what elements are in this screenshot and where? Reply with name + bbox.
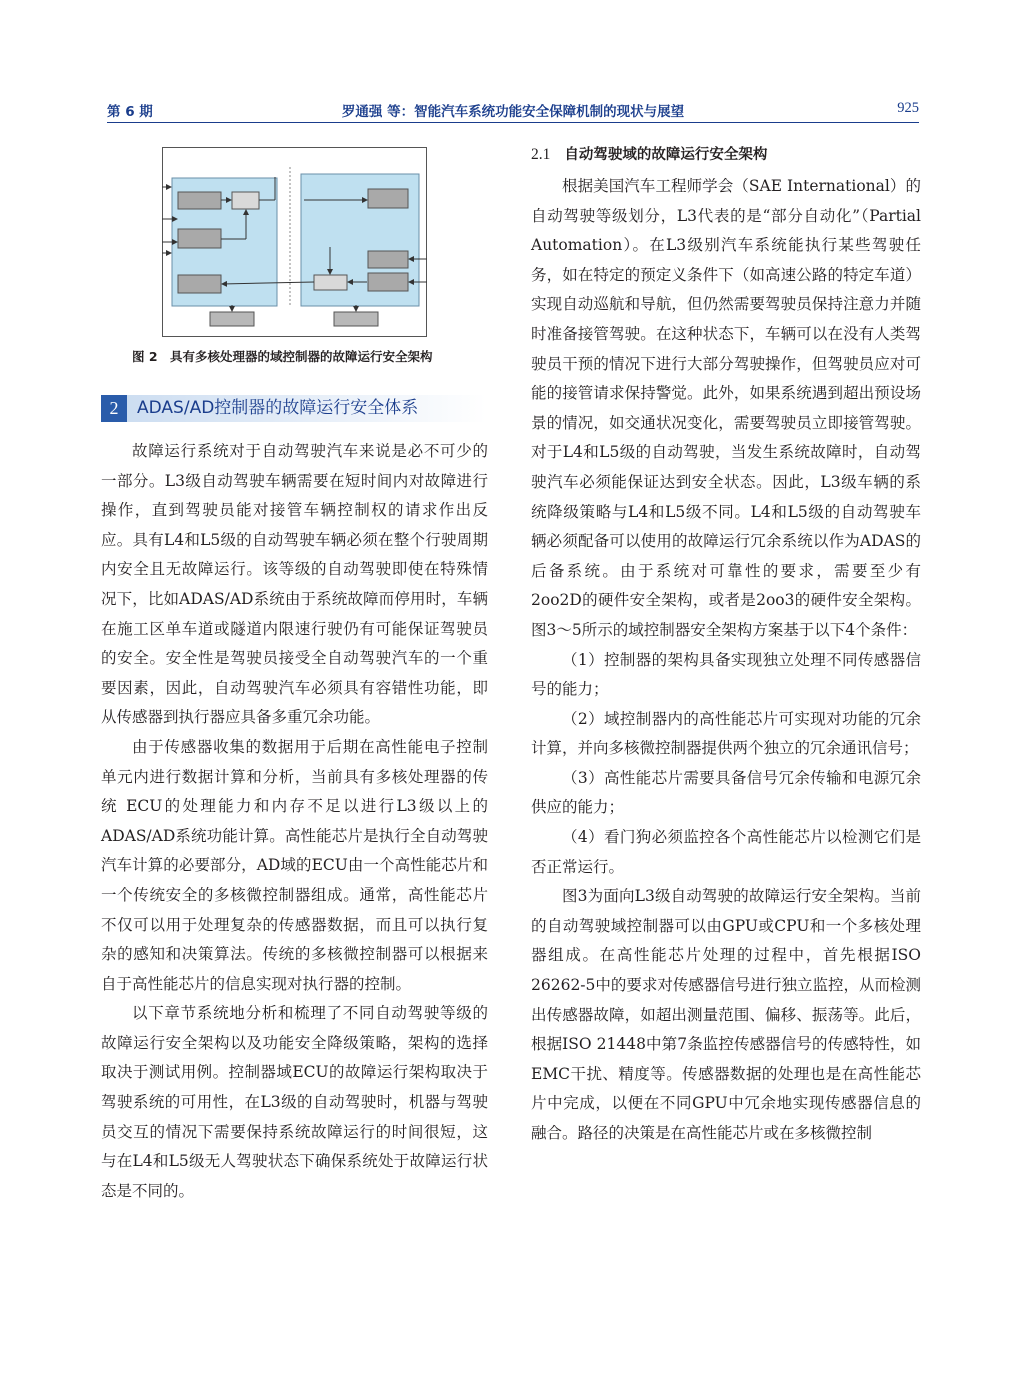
paragraph: 由于传感器收集的数据用于后期在高性能电子控制单元内进行数据计算和分析，当前具有多核处理器的传统 ECU的处理能力和内存不足以进行L3级以上的ADAS/AD系统功能计算。高性能芯片是执行全自动驾驶汽车计算的必要部分，AD域的ECU由一个高性能芯片和一个传统安全的多核微控制器组成。通常，高性能芯片不仅可以用于处理复杂的传感器数据，而且可以执行复杂的感知和决策算法。传统的多核微控制器可以根据来自于高性能芯片的信息实现对执行器的控制。: [101, 737, 488, 993]
figure-caption: 图 2 具有多核处理器的域控制器的故障运行安全架构: [132, 349, 433, 364]
paragraph: 以下章节系统地分析和梳理了不同自动驾驶等级的故障运行安全架构以及功能安全降级策略，架构的选择取决于测试用例。控制器域ECU的故障运行架构取决于驾驶系统的可用性，在L3级的自动驾驶时，机器与驾驶员交互的情况下需要保持系统故障运行的时间很短，这与在L4和L5级无人驾驶状态下确保系统处于故障运行状态是不同的。: [101, 1004, 488, 1200]
running-title: 罗通强 等：智能汽车系统功能安全保障机制的现状与展望: [341, 104, 685, 120]
left-column-body: [101, 437, 488, 1206]
paragraph: 图3为面向L3级自动驾驶的故障运行安全架构。当前的自动驾驶域控制器可以由GPU或CPU和一个多核处理器组成。在高性能芯片处理的过程中，首先根据ISO 26262-5中的要求对传感器信号进行独立监控，从而检测出传感器故障，如超出测量范围、偏移、振荡等。此后，根据ISO 21448中第7条监控传感器信号的传感特性，如EMC干扰、精度等。传感器数据的处理也是在高性能芯片中完成，以便在不同GPU中冗余地实现传感器信息的融合。路径的决策是在高性能芯片或在多核微控制: [531, 887, 921, 1142]
subsection-number: 2.1: [531, 146, 551, 163]
section-title: ADAS/AD控制器的故障运行安全体系: [137, 398, 419, 418]
list-item: （4）看门狗必须监控各个高性能芯片以检测它们是否正常运行。: [531, 828, 921, 876]
page-number: 925: [897, 100, 919, 116]
subsection-heading: [531, 143, 767, 164]
architecture-diagram: [162, 147, 427, 337]
subsection-title: 自动驾驶域的故障运行安全架构: [564, 147, 768, 163]
section-heading: [101, 395, 486, 422]
running-header: [107, 98, 919, 123]
paragraph: 故障运行系统对于自动驾驶汽车来说是必不可少的一部分。L3级自动驾驶车辆需要在短时间内对故障进行操作，直到驾驶员能对接管车辆控制权的请求作出反应。具有L4和L5级的自动驾驶车辆必须在整个行驶周期内安全且无故障运行。该等级的自动驾驶即使在特殊情况下，比如ADAS/AD系统由于系统故障而停用时，车辆在施工区单车道或隧道内限速行驶仍有可能保证驾驶员的安全。安全性是驾驶员接受全自动驾驶汽车的一个重要因素，因此，自动驾驶汽车必须具有容错性功能，即从传感器到执行器应具备多重冗余功能。: [101, 442, 488, 727]
figure-2-diagram: [162, 147, 427, 337]
list-item: （1）控制器的架构具备实现独立处理不同传感器信号的能力；: [531, 650, 921, 699]
list-item: （3）高性能芯片需要具备信号冗余传输和电源冗余供应的能力；: [531, 768, 921, 817]
issue-number: 第 6 期: [107, 104, 153, 120]
right-column-body: [531, 172, 921, 1149]
list-item: （2）域控制器内的高性能芯片可实现对功能的冗余计算，并向多核微控制器提供两个独立的冗余通讯信号；: [531, 709, 921, 758]
section-number: 2: [101, 395, 127, 422]
paragraph: 根据美国汽车工程师学会（SAE International）的自动驾驶等级划分，L3代表的是“部分自动化”（Partial Automation）。在L3级别汽车系统能执行某些驾驶任务，如在特定的预定义条件下（如高速公路的特定车道）实现自动巡航和导航，但仍然需要驾驶员保持注意力并随时准备接管驾驶。在这种状态下，车辆可以在没有人类驾驶员干预的情况下进行大部分驾驶操作，但驾驶员应对可能的接管请求保持警觉。此外，如果系统遇到超出预设场景的情况，如交通状况变化，需要驾驶员立即接管驾驶。对于L4和L5级的自动驾驶，当发生系统故障时，自动驾驶汽车必须能保证达到安全状态。因此，L3级车辆的系统降级策略与L4和L5级不同。L4和L5级的自动驾驶车辆必须配备可以使用的故障运行冗余系统以作为ADAS的后备系统。由于系统对可靠性的要求，需要至少有2oo2D的硬件安全架构，或者是2oo3的硬件安全架构。图3～5所示的域控制器安全架构方案基于以下4个条件：: [531, 177, 921, 639]
